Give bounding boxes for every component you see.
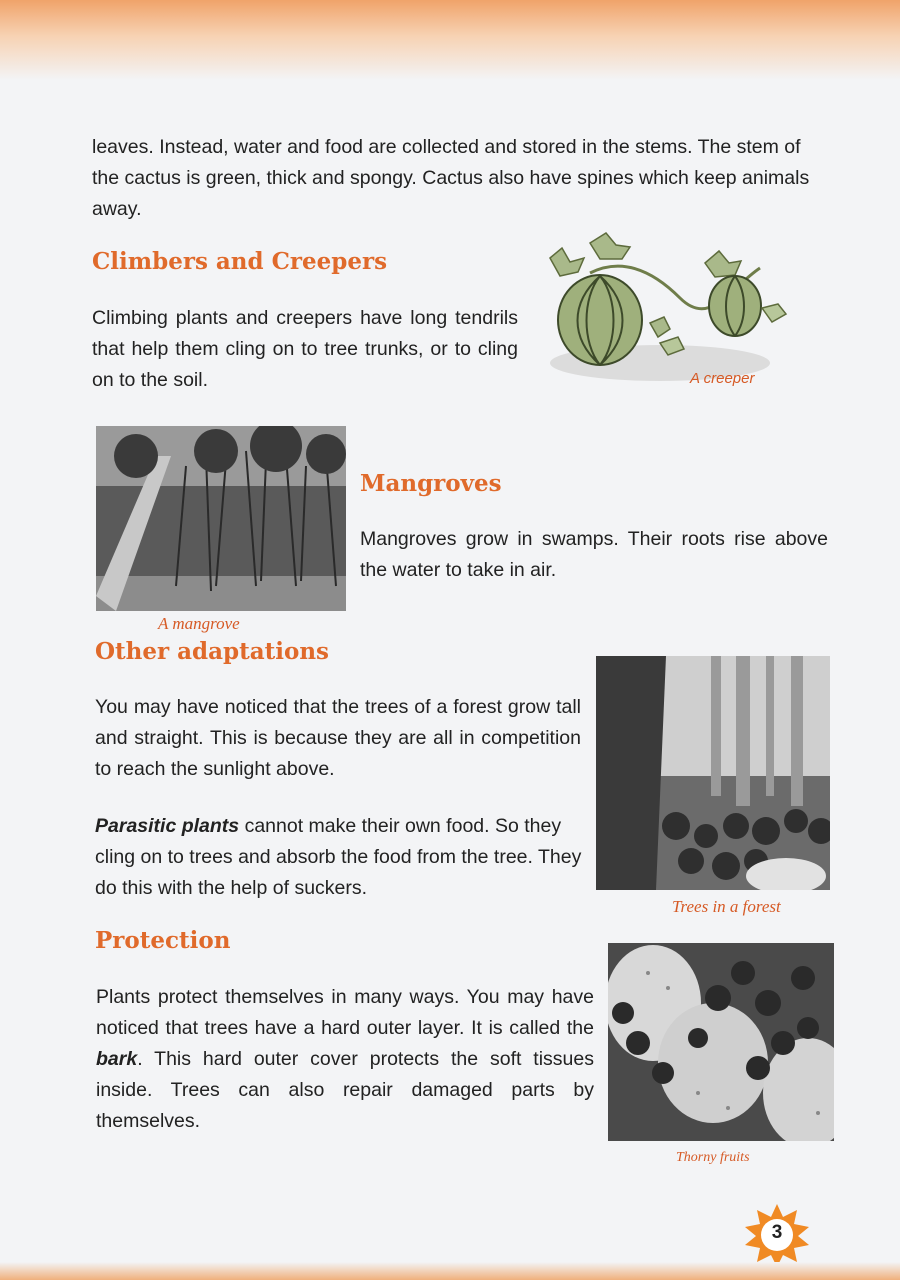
- mangroves-paragraph: Mangroves grow in swamps. Their roots rise above the water to take in air.: [360, 528, 828, 581]
- page-number-badge: [742, 1202, 812, 1268]
- protection-paragraph: [96, 982, 594, 1137]
- mangrove-photo: [96, 426, 346, 611]
- forest-paragraph: You may have noticed that the trees of a forest grow tall and straight. This is because they are all in competition to reach the sunlight above.: [95, 696, 581, 780]
- mangroves-heading: Mangroves: [360, 470, 502, 497]
- bottom-color-band: [0, 1262, 900, 1280]
- thorny-fruits-caption: Thorny fruits: [676, 1150, 750, 1165]
- page-number: 3: [771, 1222, 783, 1243]
- other-adaptations-heading: Other adaptations: [95, 638, 330, 665]
- parasitic-paragraph: [95, 811, 585, 904]
- thorny-fruits-photo: [608, 943, 834, 1141]
- creeper-caption: A creeper: [690, 370, 755, 387]
- intro-paragraph: leaves. Instead, water and food are collected and stored in the stems. The stem of the cactus is green, thick and spongy. Cactus also have spines which keep animals away.: [92, 136, 810, 220]
- parasitic-text: cannot make their own food. So they cling on to trees and absorb the food from the tree. They do this with the help of suckers.: [95, 815, 582, 899]
- protection-text-after: . This hard outer cover protects the soft tissues inside. Trees can also repair damaged parts by themselves.: [96, 1048, 594, 1132]
- mangrove-caption: A mangrove: [158, 614, 240, 633]
- climbers-heading: Climbers and Creepers: [92, 248, 388, 275]
- climbers-paragraph: Climbing plants and creepers have long tendrils that help them cling on to tree trunks, or to cling on to the soil.: [92, 307, 518, 391]
- creeper-illustration: [530, 228, 800, 393]
- top-color-band: [0, 0, 900, 80]
- bark-term: bark: [96, 1048, 138, 1070]
- parasitic-term: Parasitic plants: [95, 815, 240, 837]
- protection-text-before: Plants protect themselves in many ways. You may have noticed that trees have a hard outer layer. It is called the: [96, 986, 594, 1039]
- forest-caption: Trees in a forest: [672, 897, 781, 916]
- forest-photo: [596, 656, 830, 890]
- protection-heading: Protection: [95, 927, 231, 954]
